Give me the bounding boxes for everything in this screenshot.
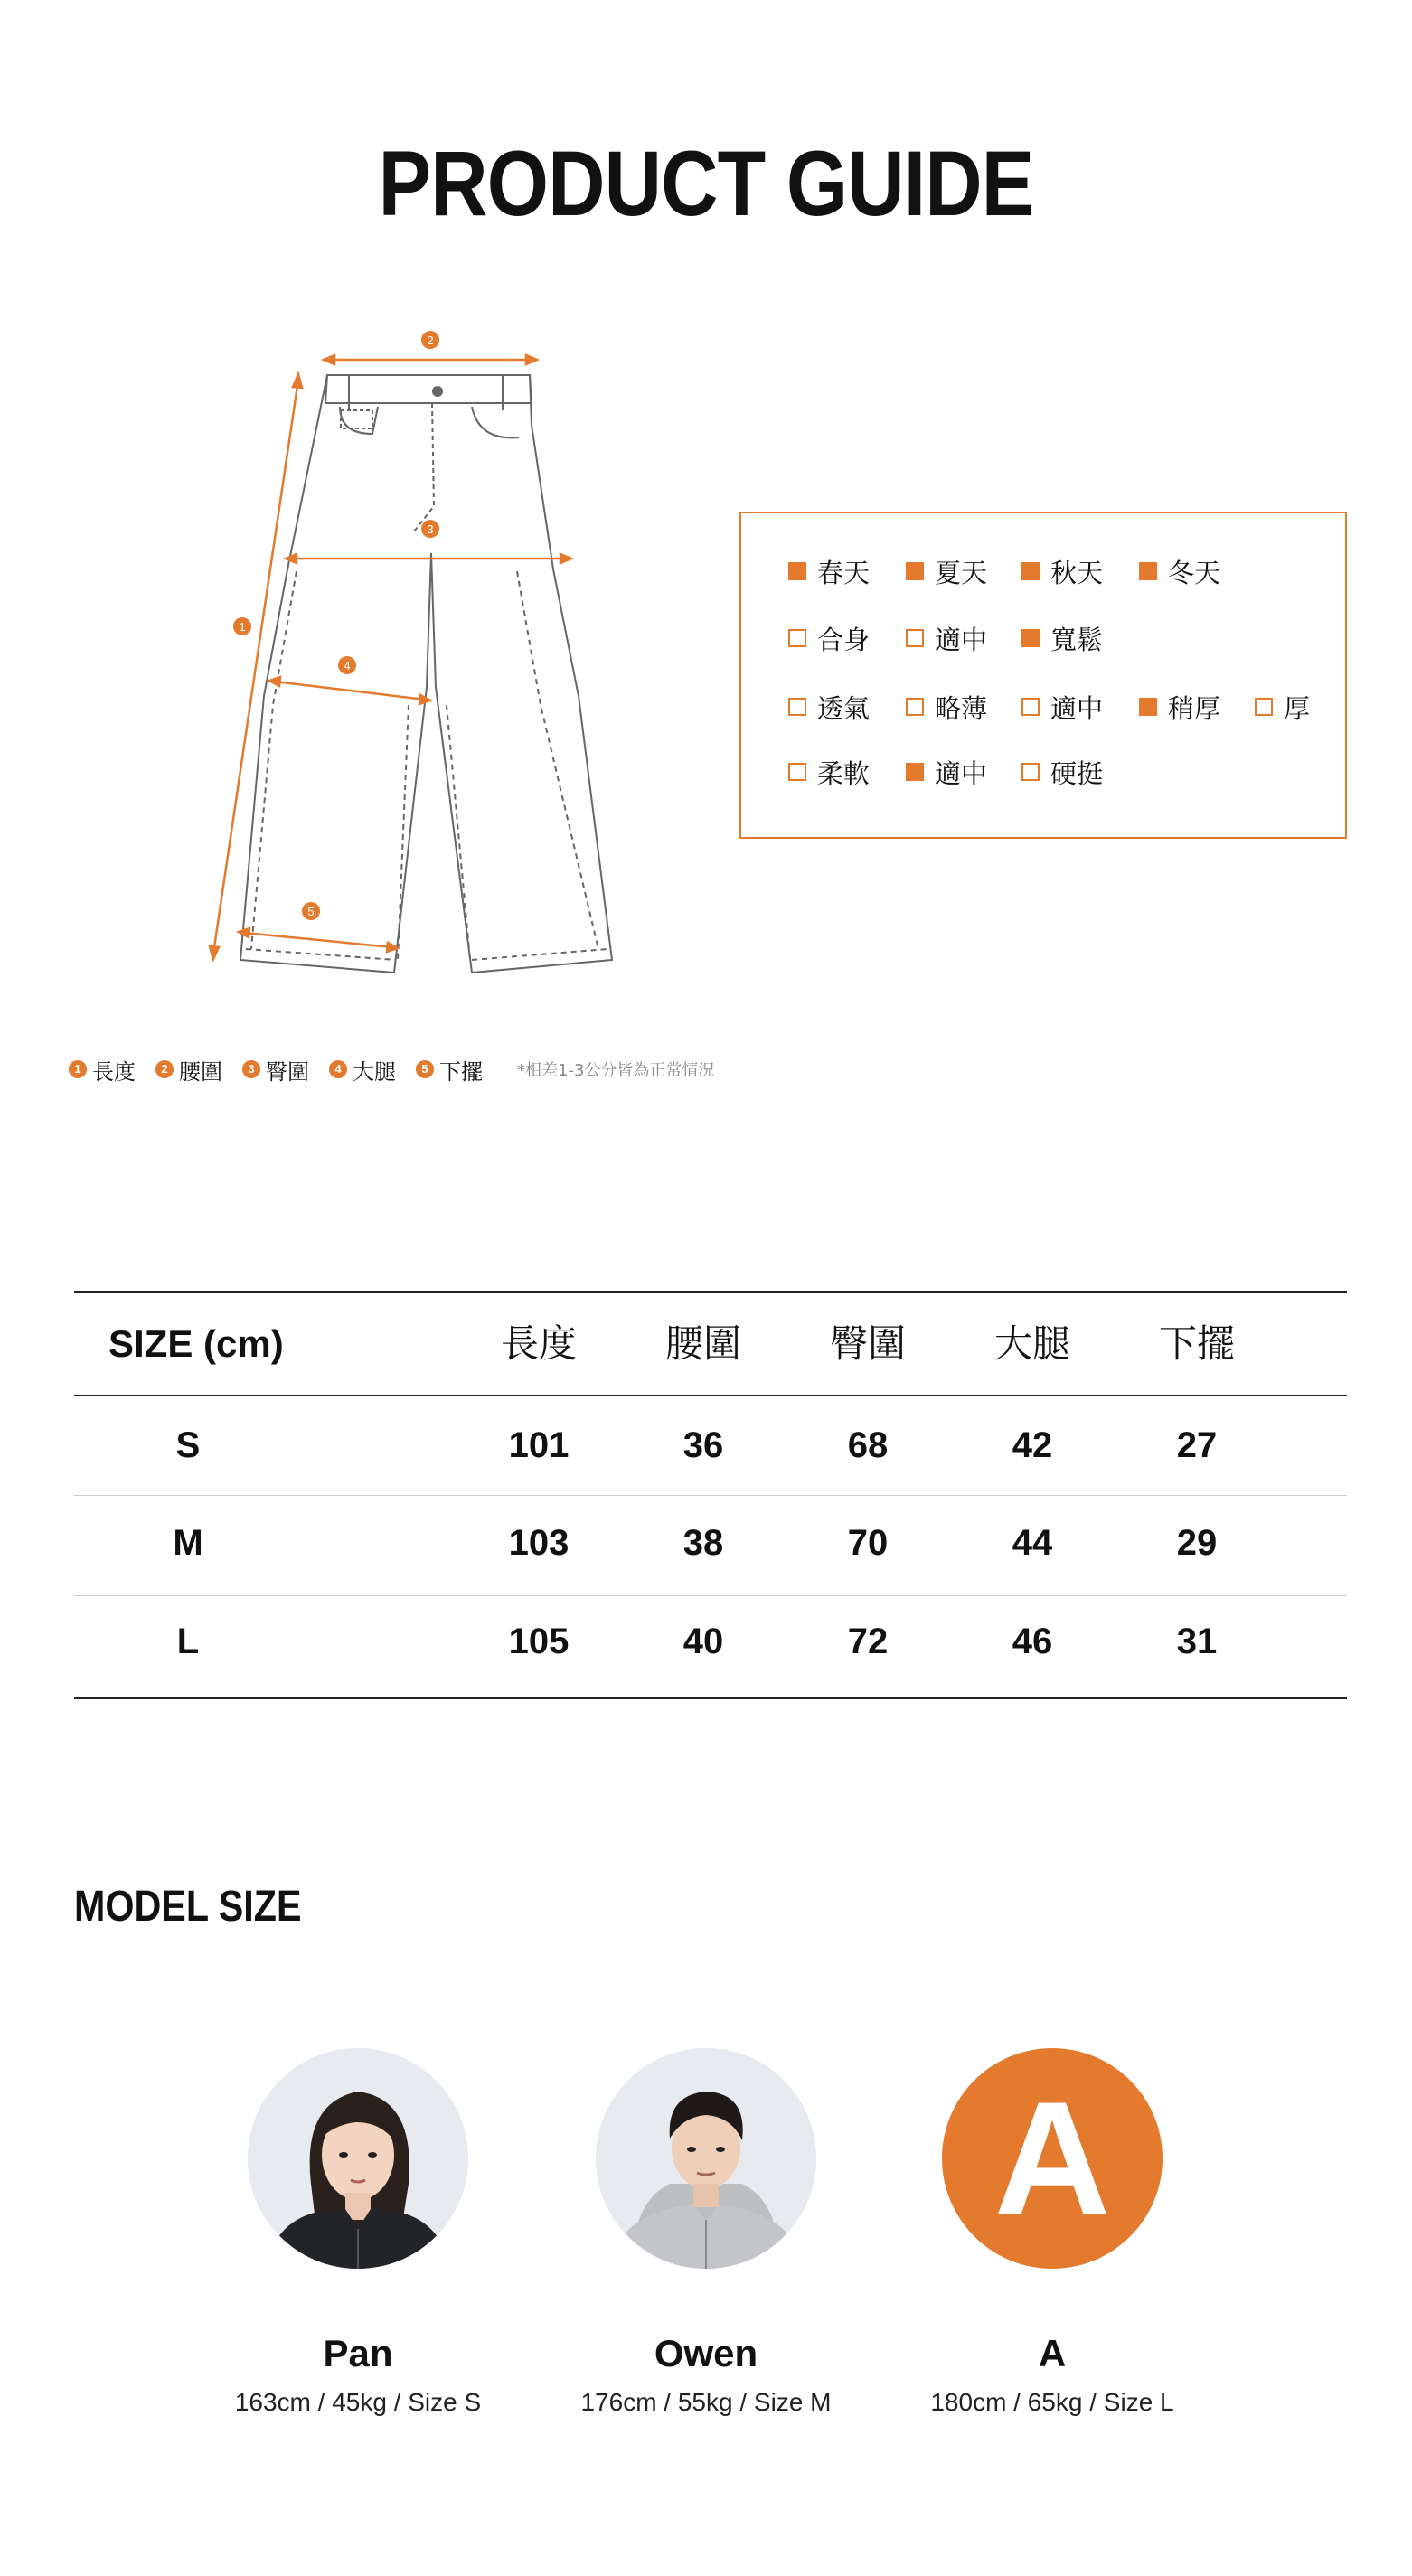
table-cell: 27 — [1176, 1425, 1218, 1465]
svg-text:2: 2 — [427, 334, 434, 347]
number-badge-icon: 3 — [242, 1060, 260, 1078]
checkbox-icon — [906, 698, 924, 716]
number-badge-icon: 2 — [155, 1060, 174, 1078]
model-photo-owen — [596, 2048, 816, 2269]
feature-autumn: 秋天 — [1021, 553, 1103, 589]
measurement-marker-1 — [233, 617, 251, 635]
column-header-hip: 臀圍 — [829, 1321, 906, 1366]
checkbox-icon — [1139, 698, 1157, 716]
model-name: Pan — [323, 2332, 393, 2374]
size-table-header-label: SIZE (cm) — [108, 1322, 284, 1365]
legend-item-hem: 5 下擺 — [416, 1054, 483, 1086]
feature-medium-softness: 適中 — [906, 754, 987, 790]
feature-regular-fit: 適中 — [906, 620, 987, 656]
legend-item-hip: 3 臀圍 — [242, 1054, 309, 1086]
table-cell: 31 — [1176, 1622, 1218, 1661]
feature-fitted: 合身 — [788, 620, 870, 656]
legend-item-waist: 2 腰圍 — [155, 1054, 222, 1086]
checkbox-icon — [788, 763, 806, 781]
checkbox-icon — [1021, 763, 1040, 781]
model-size-heading: MODEL SIZE — [74, 1883, 302, 1931]
model-stats: 180cm / 65kg / Size L — [930, 2388, 1174, 2416]
table-cell: 70 — [847, 1523, 889, 1563]
model-card-pan — [248, 2048, 468, 2269]
model-card-owen — [596, 2048, 816, 2269]
table-cell: 103 — [508, 1523, 570, 1563]
feature-slightly-thick: 稍厚 — [1139, 689, 1220, 725]
checkbox-icon — [788, 698, 806, 716]
measurement-marker-3 — [421, 520, 439, 538]
table-cell: 68 — [847, 1425, 889, 1465]
legend-item-thigh: 4 大腿 — [329, 1054, 396, 1086]
feature-spring: 春天 — [788, 553, 870, 589]
fabric-features-box — [739, 512, 1347, 839]
feature-thick: 厚 — [1255, 689, 1310, 725]
model-name: Owen — [654, 2332, 758, 2374]
table-cell: 40 — [682, 1622, 724, 1661]
svg-text:5: 5 — [307, 905, 315, 918]
feature-stiff: 硬挺 — [1021, 754, 1103, 790]
size-label: L — [176, 1622, 200, 1661]
pants-measurement-diagram — [181, 316, 651, 985]
table-cell: 72 — [847, 1622, 889, 1661]
model-name: A — [1038, 2332, 1067, 2374]
model-stats: 163cm / 45kg / Size S — [234, 2388, 482, 2416]
table-cell: 42 — [1012, 1425, 1053, 1465]
feature-loose: 寬鬆 — [1021, 620, 1103, 656]
number-badge-icon: 4 — [329, 1060, 347, 1078]
table-cell: 36 — [682, 1425, 724, 1465]
feature-winter: 冬天 — [1139, 553, 1220, 589]
table-cell: 29 — [1176, 1523, 1218, 1563]
checkbox-icon — [1255, 698, 1273, 716]
number-badge-icon: 1 — [69, 1060, 87, 1078]
model-card-a — [942, 2048, 1163, 2269]
table-cell: 105 — [508, 1622, 570, 1661]
table-cell: 101 — [508, 1425, 570, 1465]
person-avatar-icon — [596, 2048, 816, 2269]
measurement-marker-2 — [421, 331, 439, 349]
page-title: PRODUCT GUIDE — [378, 132, 1034, 235]
table-cell: 46 — [1012, 1622, 1053, 1661]
checkbox-icon — [1021, 698, 1040, 716]
model-stats: 176cm / 55kg / Size M — [580, 2388, 832, 2416]
column-header-hem: 下擺 — [1158, 1321, 1235, 1366]
column-header-length: 長度 — [500, 1321, 577, 1366]
table-cell: 44 — [1012, 1523, 1053, 1563]
checkbox-icon — [1139, 562, 1157, 580]
number-badge-icon: 5 — [416, 1060, 434, 1078]
svg-text:3: 3 — [427, 522, 434, 536]
checkbox-icon — [788, 562, 806, 580]
feature-soft: 柔軟 — [788, 754, 870, 790]
measurement-legend — [69, 1054, 714, 1085]
size-label: M — [173, 1523, 203, 1563]
person-avatar-icon — [248, 2048, 468, 2269]
checkbox-icon — [906, 629, 924, 647]
column-header-thigh: 大腿 — [993, 1321, 1070, 1366]
checkbox-icon — [1021, 629, 1040, 647]
size-table — [74, 1291, 1347, 1703]
checkbox-icon — [906, 562, 924, 580]
feature-thin: 略薄 — [906, 689, 987, 725]
checkbox-icon — [906, 763, 924, 781]
table-cell: 38 — [682, 1523, 724, 1563]
checkbox-icon — [788, 629, 806, 647]
model-photo-pan — [248, 2048, 468, 2269]
feature-summer: 夏天 — [906, 553, 987, 589]
measurement-tolerance-note: *相差1-3公分皆為正常情況 — [517, 1061, 715, 1080]
feature-medium-thickness: 適中 — [1021, 689, 1103, 725]
checkbox-icon — [1021, 562, 1040, 580]
svg-text:4: 4 — [344, 659, 351, 672]
measurement-marker-4 — [338, 656, 356, 674]
column-header-waist: 腰圍 — [664, 1321, 741, 1366]
legend-item-length: 1 長度 — [69, 1054, 136, 1086]
feature-breathable: 透氣 — [788, 689, 870, 725]
size-label: S — [175, 1425, 201, 1465]
measurement-marker-5 — [302, 902, 320, 920]
model-avatar-letter: A — [942, 2048, 1163, 2269]
svg-text:1: 1 — [239, 620, 246, 634]
